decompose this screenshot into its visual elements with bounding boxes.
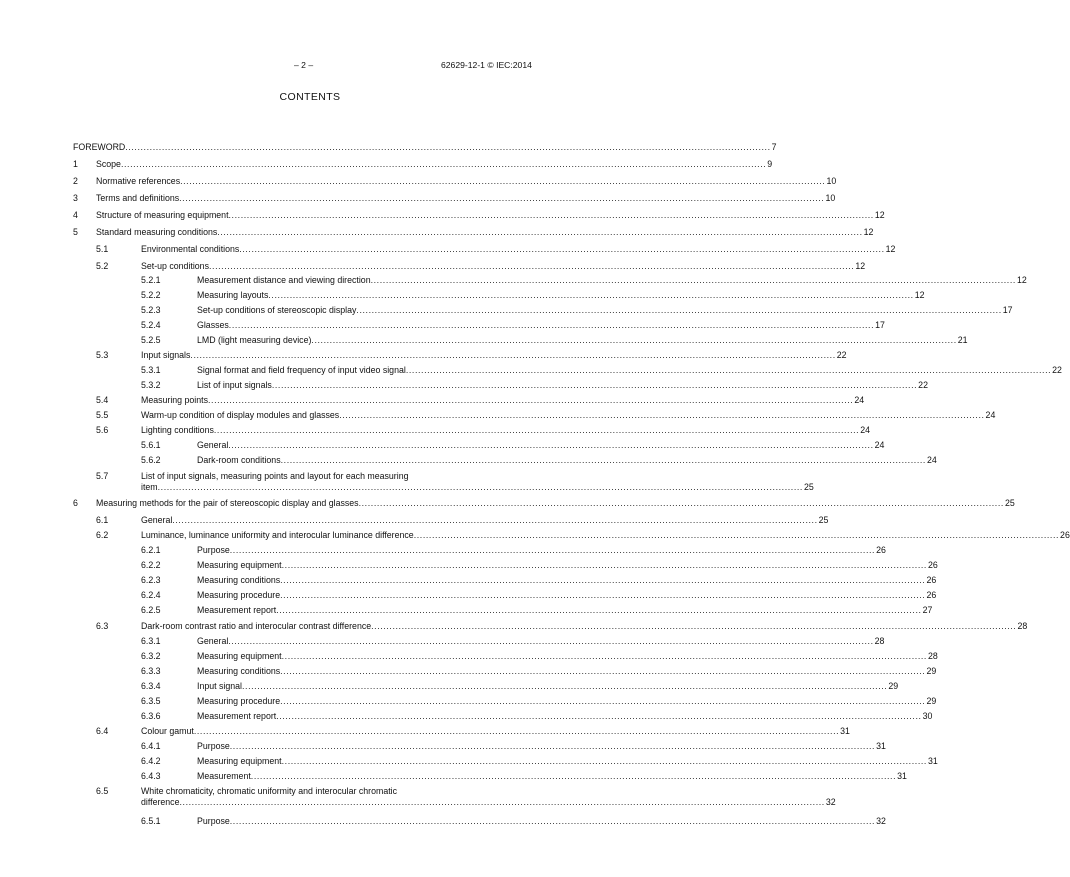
toc-leader-dots: ....................................................................................................................................................................................................................: [280, 666, 926, 676]
toc-entry-line: [141, 620, 1028, 632]
toc-entry-title: Set-up conditions: [141, 261, 209, 271]
toc-entry-page: 12: [863, 227, 874, 237]
toc-entry[interactable]: [0, 755, 938, 767]
toc-entry-line: [197, 740, 886, 752]
toc-entry[interactable]: [0, 349, 847, 361]
toc-entry-title: Measurement report: [197, 711, 277, 721]
toc-entry-line: [197, 379, 928, 391]
toc-entry-line: [141, 243, 896, 255]
toc-entry-title: Lighting conditions: [141, 425, 214, 435]
toc-entry-page: 24: [874, 440, 885, 450]
toc-leader-dots: ....................................................................................................................................................................................................................: [370, 275, 1016, 285]
toc-entry-page: 26: [876, 545, 886, 555]
toc-entry-page: 27: [922, 605, 933, 615]
toc-entry-line: [197, 574, 937, 586]
toc-entry-page: 22: [836, 350, 847, 360]
toc-leader-dots: ....................................................................................................................................................................................................................: [281, 560, 927, 570]
toc-leader-dots: ....................................................................................................................................................................................................................: [229, 816, 876, 826]
toc-entry-line: [96, 175, 837, 187]
toc-entry[interactable]: [0, 740, 886, 752]
toc-entry-line: [141, 529, 1070, 541]
toc-entry-title: Measurement: [197, 771, 251, 781]
toc-entry-page: 30: [922, 711, 933, 721]
toc-entry-page: 21: [957, 335, 968, 345]
toc-entry-number: 5.6.2: [141, 455, 161, 465]
toc-entry-number: 3: [73, 193, 78, 203]
toc-entry-number: 6.2: [96, 530, 109, 540]
toc-leader-dots: ....................................................................................................................................................................................................................: [228, 636, 874, 646]
toc-entry-number: 2: [73, 176, 78, 186]
toc-entry-line: [96, 497, 1015, 509]
toc-entry-page: 25: [803, 481, 814, 492]
toc-entry[interactable]: [0, 529, 1070, 541]
toc-leader-dots: ....................................................................................................................................................................................................................: [413, 530, 1060, 540]
toc-entry-line: [197, 364, 1062, 376]
toc-leader-dots: ....................................................................................................................................................................................................................: [405, 365, 1052, 375]
toc-entry-page: 12: [885, 244, 896, 254]
toc-entry-title: Dark-room contrast ratio and interocular contrast difference: [141, 621, 372, 631]
toc-leader-dots: ....................................................................................................................................................................................................................: [229, 545, 876, 555]
toc-entry-number: 6.4.1: [141, 741, 161, 751]
toc-entry-number: 6.3.6: [141, 711, 161, 721]
toc-entry-title: Measuring conditions: [197, 575, 281, 585]
toc-entry-title: Purpose: [197, 545, 230, 555]
toc-leader-dots: ....................................................................................................................................................................................................................: [208, 395, 854, 405]
toc-entry-title: Environmental conditions: [141, 244, 240, 254]
toc-entry-number: 6.3: [96, 621, 109, 631]
toc-entry-line: [197, 289, 925, 301]
toc-entry-number: 5.3.2: [141, 380, 161, 390]
toc-entry-title: Normative references: [96, 176, 181, 186]
toc-entry-line: [197, 635, 885, 647]
toc-entry-title-line1: List of input signals, measuring points and layout for each measuring: [141, 471, 409, 481]
toc-entry-number: 4: [73, 210, 78, 220]
toc-entry-page: 22: [1052, 365, 1062, 375]
toc-entry[interactable]: [0, 175, 837, 187]
toc-leader-dots: ....................................................................................................................................................................................................................: [193, 726, 840, 736]
toc-entry[interactable]: [0, 497, 1015, 509]
toc-entry-page: 26: [926, 575, 937, 585]
toc-entry-line: [197, 304, 1013, 316]
toc-entry-title: Measuring layouts: [197, 290, 269, 300]
toc-entry-title: Measuring equipment: [197, 651, 282, 661]
toc-entry-page: 29: [926, 666, 937, 676]
toc-entry[interactable]: [0, 260, 866, 272]
toc-entry[interactable]: [0, 424, 871, 436]
toc-entry-number: 6.4: [96, 726, 109, 736]
toc-entry[interactable]: [0, 680, 899, 692]
toc-entry[interactable]: [0, 364, 1062, 376]
document-reference: 62629-12-1 © IEC:2014: [441, 60, 532, 70]
toc-entry[interactable]: [0, 334, 968, 346]
toc-leader-dots: ....................................................................................................................................................................................................................: [229, 741, 876, 751]
toc-entry-line: [141, 409, 996, 421]
toc-entry-title: Input signal: [197, 681, 242, 691]
toc-entry-number: 6.3.3: [141, 666, 161, 676]
toc-entry-title-line1: White chromaticity, chromatic uniformity and interocular chromatic: [141, 786, 398, 796]
toc-leader-dots: ....................................................................................................................................................................................................................: [311, 335, 957, 345]
toc-entry[interactable]: [0, 158, 773, 170]
toc-entry[interactable]: [0, 710, 933, 722]
toc-entry-line: [141, 260, 866, 272]
toc-leader-dots: ....................................................................................................................................................................................................................: [356, 305, 1002, 315]
toc-leader-dots: ....................................................................................................................................................................................................................: [180, 176, 826, 186]
toc-leader-dots: ....................................................................................................................................................................................................................: [280, 575, 926, 585]
toc-entry-number: 5.3.1: [141, 365, 161, 375]
toc-entry-title: Signal format and field frequency of input video signal: [197, 365, 406, 375]
toc-entry-number: 5.3: [96, 350, 109, 360]
toc-entry-number: 5.5: [96, 410, 109, 420]
toc-entry-page: 10: [825, 193, 836, 203]
toc-entry-title: LMD (light measuring device): [197, 335, 312, 345]
toc-entry[interactable]: [0, 141, 777, 153]
toc-entry[interactable]: [0, 514, 829, 526]
toc-entry-line: [197, 439, 885, 451]
toc-entry-line: [96, 192, 836, 204]
toc-leader-dots: ....................................................................................................................................................................................................................: [208, 261, 855, 271]
toc-entry-number: 6.1: [96, 515, 109, 525]
toc-entry-number: 6.2.5: [141, 605, 161, 615]
toc-leader-dots: ....................................................................................................................................................................................................................: [281, 756, 927, 766]
toc-entry-number: 6: [73, 498, 78, 508]
toc-entry-page: 25: [818, 515, 829, 525]
toc-entry-number: 5: [73, 227, 78, 237]
toc-entry-title: Purpose: [197, 816, 230, 826]
toc-entry-title: Measuring points: [141, 395, 208, 405]
toc-entry-page: 24: [985, 410, 996, 420]
toc-entry-page: 22: [918, 380, 928, 390]
toc-entry-number: 6.2.4: [141, 590, 161, 600]
toc-entry-page: 17: [1002, 305, 1013, 315]
toc-entry-number: 5.2.4: [141, 320, 161, 330]
toc-entry[interactable]: [0, 725, 850, 737]
toc-entry[interactable]: [0, 439, 885, 451]
toc-entry[interactable]: [0, 454, 937, 466]
toc-leader-dots: ....................................................................................................................................................................................................................: [250, 771, 897, 781]
toc-entry[interactable]: [0, 243, 896, 255]
toc-entry[interactable]: [0, 604, 933, 616]
toc-entry[interactable]: [0, 192, 836, 204]
toc-entry-title: Measurement distance and viewing direction: [197, 275, 371, 285]
toc-entry-line: [197, 680, 899, 692]
toc-entry-page: 12: [874, 210, 885, 220]
toc-entry-title: Set-up conditions of stereoscopic display: [197, 305, 357, 315]
toc-entry-number: 6.4.3: [141, 771, 161, 781]
toc-entry[interactable]: [0, 589, 937, 601]
toc-leader-dots: ....................................................................................................................................................................................................................: [280, 455, 926, 465]
toc-entry-line: [197, 319, 885, 331]
toc-entry-line: [197, 755, 938, 767]
toc-entry-number: 1: [73, 159, 78, 169]
toc-entry-line: [197, 710, 933, 722]
toc-entry[interactable]: [0, 815, 886, 827]
toc-entry-title: Measuring methods for the pair of stereoscopic display and glasses: [96, 498, 359, 508]
toc-entry-line: [141, 514, 829, 526]
toc-entry-page: 32: [876, 816, 886, 826]
toc-entry[interactable]: [0, 470, 814, 492]
toc-entry-page: 26: [926, 590, 937, 600]
toc-entry-title-line2: [141, 481, 814, 493]
toc-leader-dots: ....................................................................................................................................................................................................................: [242, 681, 888, 691]
toc-entry-title: [141, 786, 836, 807]
toc-leader-dots: ....................................................................................................................................................................................................................: [280, 590, 926, 600]
toc-leader-dots: ....................................................................................................................................................................................................................: [358, 498, 1004, 508]
toc-entry-title: FOREWORD: [73, 142, 126, 152]
toc-entry-number: 5.4: [96, 395, 109, 405]
toc-entry-title: General: [141, 515, 173, 525]
toc-leader-dots: ....................................................................................................................................................................................................................: [280, 696, 926, 706]
toc-entry-page: 17: [875, 320, 885, 330]
toc-entry-line: [96, 209, 885, 221]
toc-leader-dots: ....................................................................................................................................................................................................................: [371, 621, 1017, 631]
toc-entry-page: 28: [1017, 621, 1028, 631]
toc-entry[interactable]: [0, 635, 885, 647]
toc-entry-line: [197, 815, 886, 827]
toc-entry-page: 24: [926, 455, 937, 465]
toc-leader-dots: ....................................................................................................................................................................................................................: [228, 440, 874, 450]
toc-entry-number: 6.3.1: [141, 636, 161, 646]
toc-leader-dots: ....................................................................................................................................................................................................................: [179, 193, 825, 203]
toc-entry-line: [73, 141, 777, 153]
toc-entry-page: 25: [1004, 498, 1015, 508]
toc-entry-number: 6.3.2: [141, 651, 161, 661]
toc-entry-page: 26: [927, 560, 938, 570]
toc-entry-title: Dark-room conditions: [197, 455, 281, 465]
toc-entry[interactable]: [0, 304, 1013, 316]
toc-entry[interactable]: [0, 394, 865, 406]
toc-entry-page: 24: [860, 425, 871, 435]
toc-entry[interactable]: [0, 785, 836, 807]
toc-entry[interactable]: [0, 770, 907, 782]
toc-entry-number: 5.7: [96, 471, 109, 481]
toc-entry-line: [197, 695, 937, 707]
toc-entry[interactable]: [0, 650, 938, 662]
toc-entry-page: 12: [855, 261, 866, 271]
toc-entry-number: 6.5.1: [141, 816, 161, 826]
toc-entry-line: [197, 334, 968, 346]
toc-entry-line: [197, 589, 937, 601]
toc-entry[interactable]: [0, 209, 885, 221]
toc-entry-page: 31: [840, 726, 850, 736]
toc-entry-page: 28: [927, 651, 938, 661]
toc-entry-title: Measuring conditions: [197, 666, 281, 676]
toc-leader-dots: ....................................................................................................................................................................................................................: [228, 320, 875, 330]
toc-entry-title-line2: [141, 796, 836, 808]
toc-entry-page: 32: [825, 796, 836, 807]
toc-entry-line: [197, 274, 1027, 286]
toc-entry-number: 5.6.1: [141, 440, 161, 450]
toc-entry-number: 6.4.2: [141, 756, 161, 766]
toc-entry-page: 29: [926, 696, 937, 706]
toc-entry[interactable]: [0, 695, 937, 707]
toc-entry-title-cont: difference: [141, 796, 180, 807]
toc-entry[interactable]: [0, 226, 874, 238]
toc-entry-page: 26: [1060, 530, 1070, 540]
toc-entry-line: [197, 544, 886, 556]
toc-entry[interactable]: [0, 544, 886, 556]
toc-leader-dots: ....................................................................................................................................................................................................................: [271, 380, 918, 390]
toc-leader-dots: ....................................................................................................................................................................................................................: [276, 711, 922, 721]
toc-entry-line: [141, 349, 847, 361]
toc-leader-dots: ....................................................................................................................................................................................................................: [239, 244, 885, 254]
toc-entry-title: Measuring equipment: [197, 756, 282, 766]
toc-entry-title: Standard measuring conditions: [96, 227, 218, 237]
toc-entry-number: 5.6: [96, 425, 109, 435]
toc-leader-dots: ....................................................................................................................................................................................................................: [172, 515, 818, 525]
toc-entry[interactable]: [0, 289, 925, 301]
toc-entry-number: 5.2.1: [141, 275, 161, 285]
toc-leader-dots: ....................................................................................................................................................................................................................: [217, 227, 863, 237]
toc-leader-dots: ....................................................................................................................................................................................................................: [281, 651, 927, 661]
toc-entry-number: 6.3.4: [141, 681, 161, 691]
page-number: – 2 –: [294, 60, 314, 70]
toc-entry-line: [141, 725, 850, 737]
toc-leader-dots: ....................................................................................................................................................................................................................: [120, 159, 767, 169]
toc-entry-number: 6.2.1: [141, 545, 161, 555]
toc-entry-page: 12: [914, 290, 925, 300]
toc-entry-title: General: [197, 636, 229, 646]
toc-entry-page: 10: [826, 176, 837, 186]
toc-entry-line: [197, 454, 937, 466]
toc-entry[interactable]: [0, 319, 885, 331]
toc-entry-title: Measuring equipment: [197, 560, 282, 570]
toc-entry-title: Measuring procedure: [197, 696, 281, 706]
toc-entry-line: [96, 226, 874, 238]
toc-leader-dots: ....................................................................................................................................................................................................................: [339, 410, 985, 420]
toc-entry-title: Luminance, luminance uniformity and interocular luminance difference: [141, 530, 414, 540]
toc-entry-number: 5.2: [96, 261, 109, 271]
page-title: CONTENTS: [279, 91, 341, 103]
toc-leader-dots: ....................................................................................................................................................................................................................: [157, 481, 803, 492]
toc-entry-number: 6.3.5: [141, 696, 161, 706]
toc-entry-title: Terms and definitions: [96, 193, 180, 203]
toc-leader-dots: ....................................................................................................................................................................................................................: [268, 290, 914, 300]
toc-entry-line: [96, 158, 773, 170]
toc-entry-title: List of input signals: [197, 380, 272, 390]
toc-entry-title: General: [197, 440, 229, 450]
toc-entry-page: 12: [1016, 275, 1027, 285]
toc-entry-line: [141, 394, 865, 406]
toc-leader-dots: ....................................................................................................................................................................................................................: [190, 350, 836, 360]
toc-entry-page: 24: [854, 395, 865, 405]
toc-entry-number: 5.1: [96, 244, 109, 254]
toc-leader-dots: ....................................................................................................................................................................................................................: [179, 796, 825, 807]
toc-entry-line: [197, 770, 907, 782]
toc-entry-title: Purpose: [197, 741, 230, 751]
toc-entry[interactable]: [0, 274, 1027, 286]
toc-entry-title: [141, 471, 814, 492]
toc-entry-page: 29: [888, 681, 899, 691]
toc-entry-number: 6.2.2: [141, 560, 161, 570]
toc-entry-line: [197, 650, 938, 662]
toc-entry-line: [197, 665, 937, 677]
toc-entry-page: 28: [874, 636, 885, 646]
toc-entry-title: Colour gamut: [141, 726, 194, 736]
toc-entry-number: 6.5: [96, 786, 109, 796]
toc-entry-line: [141, 424, 871, 436]
toc-entry[interactable]: [0, 559, 938, 571]
toc-entry-title: Structure of measuring equipment: [96, 210, 229, 220]
toc-entry-page: 31: [876, 741, 886, 751]
toc-entry-number: 6.2.3: [141, 575, 161, 585]
toc-entry-line: [197, 604, 933, 616]
toc-leader-dots: ....................................................................................................................................................................................................................: [125, 142, 771, 152]
toc-entry[interactable]: [0, 409, 996, 421]
toc-entry-title: Measuring procedure: [197, 590, 281, 600]
toc-entry[interactable]: [0, 620, 1028, 632]
toc-leader-dots: ....................................................................................................................................................................................................................: [213, 425, 860, 435]
toc-leader-dots: ....................................................................................................................................................................................................................: [276, 605, 922, 615]
toc-entry-title: Warm-up condition of display modules and glasses: [141, 410, 340, 420]
toc-entry-page: 7: [771, 142, 777, 152]
toc-entry-title: Glasses: [197, 320, 229, 330]
toc-entry-title: Measurement report: [197, 605, 277, 615]
toc-entry-number: 5.2.3: [141, 305, 161, 315]
toc-entry[interactable]: [0, 665, 937, 677]
toc-entry[interactable]: [0, 574, 937, 586]
toc-entry-title: Scope: [96, 159, 121, 169]
toc-entry-page: 31: [927, 756, 938, 766]
toc-entry-number: 5.2.2: [141, 290, 161, 300]
toc-entry-page: 9: [767, 159, 773, 169]
toc-entry-page: 31: [897, 771, 907, 781]
toc-entry-title-cont: item: [141, 481, 158, 492]
toc-entry-line: [197, 559, 938, 571]
toc-entry-title: Input signals: [141, 350, 191, 360]
toc-entry[interactable]: [0, 379, 928, 391]
toc-entry-number: 5.2.5: [141, 335, 161, 345]
toc-leader-dots: ....................................................................................................................................................................................................................: [228, 210, 874, 220]
